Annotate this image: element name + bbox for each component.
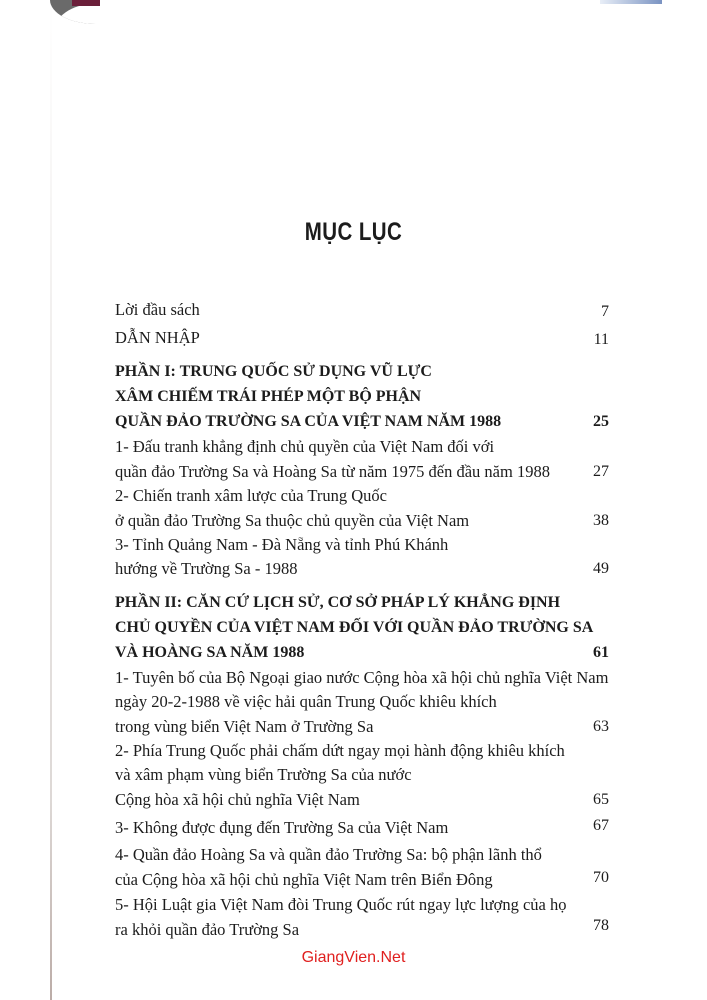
toc-entry-text: 3- Tỉnh Quảng Nam - Đà Nẵng và tỉnh Phú Khánh <box>115 535 449 554</box>
book-cover-corner <box>50 0 100 24</box>
toc-entry-text: CHỦ QUYỀN CỦA VIỆT NAM ĐỐI VỚI QUẦN ĐẢO TRƯỜNG SA <box>115 619 594 636</box>
toc-page-number: 70 <box>593 869 609 886</box>
toc-entry-text: hướng về Trường Sa - 1988 <box>115 559 298 578</box>
toc-entry-text: PHẦN I: TRUNG QUỐC SỬ DỤNG VŨ LỰC <box>115 363 432 380</box>
toc-page-number: 27 <box>593 463 609 480</box>
toc-entry-text: 4- Quần đảo Hoàng Sa và quần đảo Trường Sa: bộ phận lãnh thổ <box>115 845 542 864</box>
toc-page-number: 49 <box>593 560 609 577</box>
toc-entry-text: ra khỏi quần đảo Trường Sa <box>115 920 300 939</box>
page-title: MỤC LỤC <box>304 218 403 246</box>
toc-entry-text: ngày 20-2-1988 về việc hải quân Trung Quốc khiêu khích <box>115 692 497 711</box>
toc-page-number: 65 <box>593 791 609 808</box>
toc-page-number: 7 <box>601 303 609 320</box>
toc-page-number: 61 <box>593 644 609 661</box>
watermark-text: GiangVien.Net <box>301 949 406 966</box>
toc-entry-text: Cộng hòa xã hội chủ nghĩa Việt Nam <box>115 790 360 809</box>
toc-entry-text: Lời đầu sách <box>115 300 200 319</box>
toc-entry-text: 5- Hội Luật gia Việt Nam đòi Trung Quốc rút ngay lực lượng của họ <box>115 895 567 914</box>
toc-entry-text: và xâm phạm vùng biển Trường Sa của nước <box>115 765 412 784</box>
toc-entry-text: ở quần đảo Trường Sa thuộc chủ quyền của Việt Nam <box>115 511 470 530</box>
page-edge <box>50 0 52 1000</box>
toc-entry-text: 1- Tuyên bố của Bộ Ngoại giao nước Cộng hòa xã hội chủ nghĩa Việt Nam <box>115 668 609 687</box>
toc-page-number: 78 <box>593 917 609 934</box>
toc-page-number: 63 <box>593 718 609 735</box>
toc-entry-text: 2- Phía Trung Quốc phải chấm dứt ngay mọi hành động khiêu khích <box>115 741 565 760</box>
toc-page-number: 67 <box>593 817 609 834</box>
toc-entry-text: PHẦN II: CĂN CỨ LỊCH SỬ, CƠ SỞ PHÁP LÝ KHẲNG ĐỊNH <box>115 594 561 611</box>
toc-page-number: 38 <box>593 512 609 529</box>
toc-entry-text: 2- Chiến tranh xâm lược của Trung Quốc <box>115 486 388 505</box>
page-tab-decoration <box>600 0 662 4</box>
toc-entry-text: quần đảo Trường Sa và Hoàng Sa từ năm 1975 đến đầu năm 1988 <box>115 462 550 481</box>
toc-entry-text: QUẦN ĐẢO TRƯỜNG SA CỦA VIỆT NAM NĂM 1988 <box>115 413 502 430</box>
toc-entry-text: trong vùng biển Việt Nam ở Trường Sa <box>115 717 374 736</box>
toc-entry-text: XÂM CHIẾM TRÁI PHÉP MỘT BỘ PHẬN <box>115 388 422 405</box>
toc-entry-text: DẪN NHẬP <box>115 328 200 347</box>
toc-entry-text: 1- Đấu tranh khẳng định chủ quyền của Việt Nam đối với <box>115 437 495 456</box>
toc-entry-text: VÀ HOÀNG SA NĂM 1988 <box>115 644 305 661</box>
toc-page-number: 11 <box>593 331 609 348</box>
toc-page-number: 25 <box>593 413 609 430</box>
toc-entry-text: 3- Không được đụng đến Trường Sa của Việt Nam <box>115 818 449 837</box>
toc-entry-text: của Cộng hòa xã hội chủ nghĩa Việt Nam trên Biển Đông <box>115 870 493 889</box>
